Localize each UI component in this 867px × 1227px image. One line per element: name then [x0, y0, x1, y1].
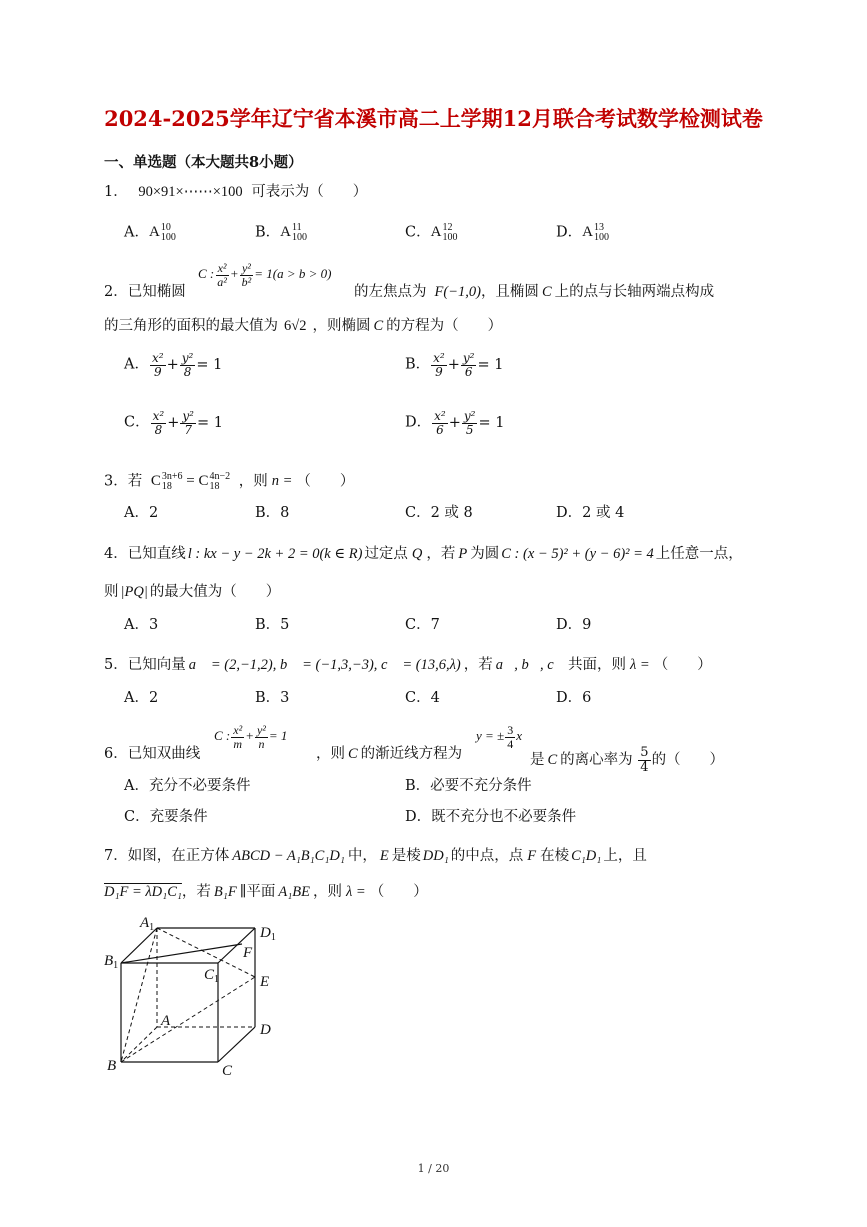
- label-c: C: [222, 1063, 233, 1079]
- q2-option-d[interactable]: D． $\frac{\text{x²}}{6}$ + $\frac{\text{y²}}{5}$ = 1: [405, 409, 505, 437]
- question-2-line-1b: 的左焦点为 F(−1,0)，且椭圆 C 上的点与长轴两端点构成: [354, 284, 715, 300]
- question-3: 3．若 C 3n+6 18 = C 4n−2 18 ，则 n = （ ）: [104, 471, 355, 492]
- q3-option-d[interactable]: D．2 或 4: [556, 505, 625, 521]
- question-1: [104, 184, 367, 201]
- question-6-middle: ，则 C 的渐近线方程为: [316, 746, 463, 762]
- document-title: 2024-2025学年辽宁省本溪市高二上学期12月联合考试数学检测试卷: [104, 106, 763, 131]
- label-e: E: [260, 974, 270, 990]
- q4-option-a[interactable]: A．3: [124, 617, 159, 633]
- q2-option-a[interactable]: A． $\frac{\text{x²}}{9}$ + $\frac{\text{y²}}{8}$ = 1: [124, 351, 223, 379]
- label-d1: $D_1$: [260, 925, 276, 943]
- question-6-suffix: 是 C 的离心率为 $\frac{5}{4}$ 的（ ）: [530, 745, 725, 775]
- label-c1: $C_1$: [204, 967, 220, 985]
- hyperbola-equation: C : $\frac{\text{x²}}{m}$ + $\frac{\text{y²}}{n}$ = 1: [214, 723, 288, 751]
- q6-option-b[interactable]: B．必要不充分条件: [405, 778, 532, 794]
- question-6-prefix: 6．已知双曲线: [104, 746, 201, 762]
- section-heading: 一、单选题（本大题共8小题）: [104, 154, 303, 171]
- label-a1: $A_1$: [140, 915, 155, 933]
- question-4-line-1: 4．已知直线 l : kx − y − 2k + 2 = 0(k ∈ R) 过定点 Q ，若 P 为圆 C : (x − 5)² + (y − 6)² = 4 上任意一点，: [104, 546, 743, 562]
- q1-option-d[interactable]: D．A 13 100: [556, 222, 609, 243]
- q1-option-a[interactable]: A．A 10 100: [124, 222, 176, 243]
- label-a: A: [161, 1013, 171, 1029]
- label-b1: $B_1$: [104, 953, 119, 971]
- question-2-line-1: 2．已知椭圆: [104, 284, 186, 300]
- q5-option-c[interactable]: C．4: [405, 690, 440, 706]
- q2-option-c[interactable]: C． $\frac{\text{x²}}{8}$ + $\frac{\text{y²}}{7}$ = 1: [124, 409, 223, 437]
- q4-option-d[interactable]: D．9: [556, 617, 592, 633]
- eccentricity-fraction: $\frac{5}{4}$: [640, 745, 649, 775]
- q6-option-c[interactable]: C．充要条件: [124, 809, 208, 825]
- label-f: F: [243, 945, 253, 961]
- question-number: 1．: [104, 184, 128, 200]
- label-b: B: [107, 1058, 117, 1074]
- q2-option-b[interactable]: B． $\frac{\text{x²}}{9}$ + $\frac{\text{y²}}{6}$ = 1: [405, 351, 504, 379]
- q3-option-a[interactable]: A．2: [124, 505, 159, 521]
- asymptote-equation: y = ± $\frac{3}{4}$ x: [476, 723, 522, 751]
- question-2-line-2: 的三角形的面积的最大值为 6√2 ，则椭圆 C 的方程为（ ）: [104, 318, 503, 334]
- q3-option-b[interactable]: B．8: [255, 505, 290, 521]
- label-d: D: [260, 1022, 271, 1038]
- question-4-line-2: 则 |PQ| 的最大值为（ ）: [104, 584, 281, 600]
- q6-option-d[interactable]: D．既不充分也不必要条件: [405, 809, 577, 825]
- question-text: 可表示为（ ）: [251, 184, 368, 200]
- q4-option-c[interactable]: C．7: [405, 617, 440, 633]
- question-5: 5．已知向量 a⃗ = (2,−1,2), b⃗ = (−1,3,−3), c⃗ = (13,6,λ) ，若 a⃗, b⃗, c⃗ 共面，则 λ = （ ）: [104, 657, 712, 673]
- question-7-line-2: D₁F = λD₁C₁，若 B₁F ∥平面 A₁BE ，则 λ = （ ）: [104, 884, 428, 900]
- question-7-line-1: 7．如图，在正方体 ABCD − A₁B₁C₁D₁ 中， E 是棱 DD₁ 的中点，点 F 在棱 C₁D₁ 上，且: [104, 848, 647, 864]
- q6-option-a[interactable]: A．充分不必要条件: [124, 778, 251, 794]
- q5-option-a[interactable]: A．2: [124, 690, 159, 706]
- q1-option-c[interactable]: C．A 12 100: [405, 222, 458, 243]
- q3-option-c[interactable]: C．2 或 8: [405, 505, 473, 521]
- q5-option-d[interactable]: D．6: [556, 690, 592, 706]
- ellipse-equation: C : $\frac{\text{x²}}{\text{a²}}$ + $\frac{\text{y²}}{\text{b²}}$ = 1(a > b > 0): [198, 261, 332, 289]
- combination-equation: C 3n+6 18 = C 4n−2 18: [150, 471, 231, 492]
- q4-option-b[interactable]: B．5: [255, 617, 290, 633]
- product-expression: 90×91×⋯⋯×100: [138, 184, 243, 200]
- page-number: 1 / 20: [417, 1162, 450, 1175]
- q5-option-b[interactable]: B．3: [255, 690, 290, 706]
- q1-option-b[interactable]: B．A 11 100: [255, 222, 307, 243]
